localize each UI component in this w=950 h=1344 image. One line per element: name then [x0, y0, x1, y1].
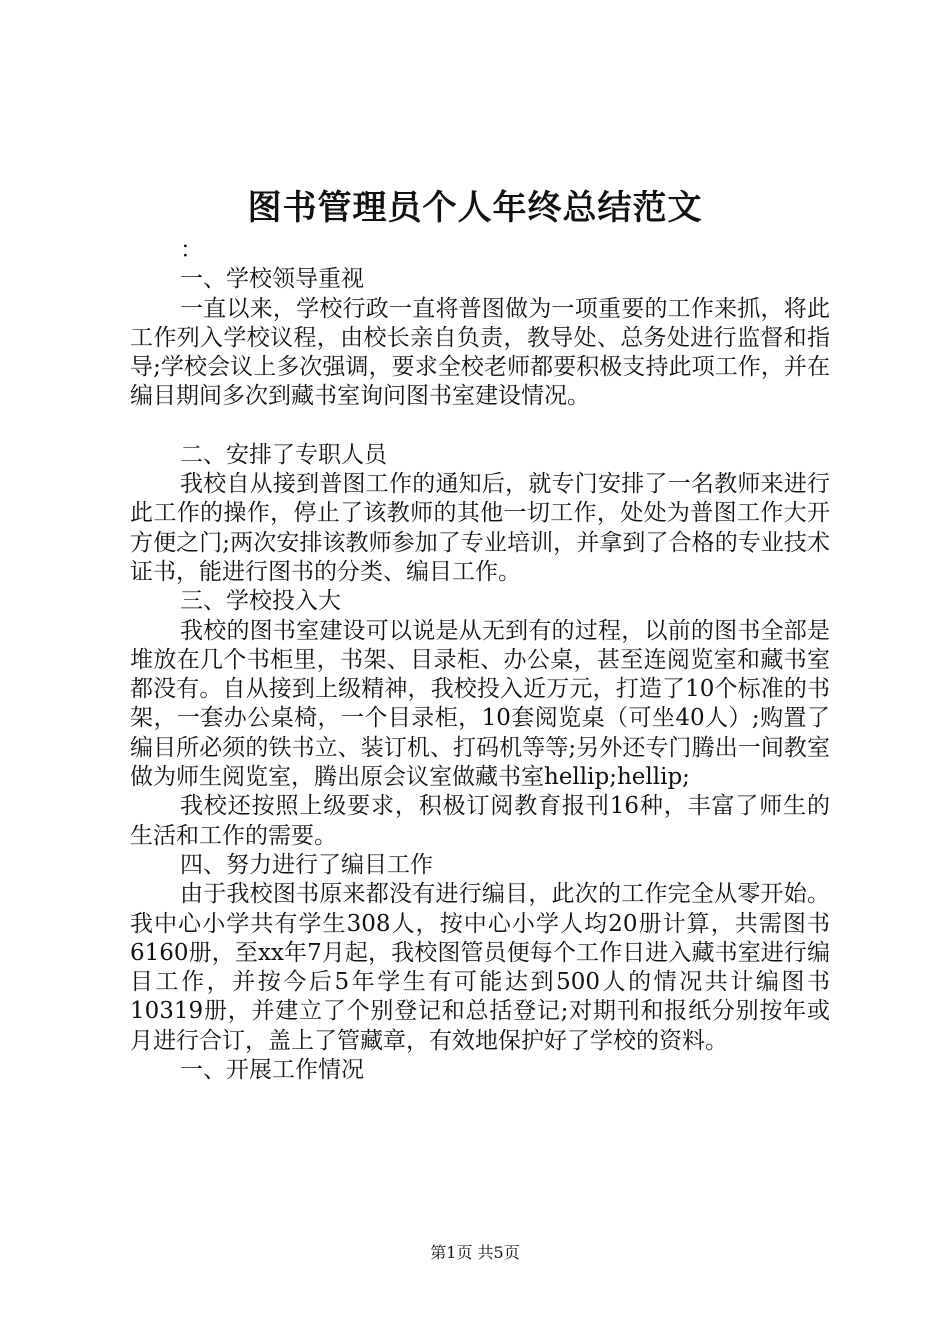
- section-heading: 一、学校领导重视: [180, 266, 364, 293]
- section-heading: 一、开展工作情况: [180, 1057, 364, 1084]
- paragraph: 由于我校图书原来都没有进行编目，此次的工作完全从零开始。我中心小学共有学生308人，按中心小学人均20册计算，共需图书6160册，至xx年7月起，我校图管员便每个工作日进入藏书室进行编目工作，并按今后5年学生有可能达到500人的情况共计编图书10319册，并建立了个别登记和总括登记;对期刊和报纸分别按年或月进行合订，盖上了管藏章，有效地保护好了学校的资料。: [130, 881, 830, 1054]
- section-heading: 三、学校投入大: [180, 588, 341, 615]
- section-heading: 二、安排了专职人员: [180, 441, 387, 468]
- section-heading: 四、努力进行了编目工作: [180, 851, 433, 878]
- page-footer: 第1页 共5页: [430, 1243, 520, 1262]
- document-title: 图书管理员个人年终总结范文: [247, 188, 703, 228]
- document-body: [130, 236, 830, 1085]
- paragraph: ：: [180, 237, 203, 263]
- paragraph: 我校还按照上级要求，积极订阅教育报刊16种，丰富了师生的生活和工作的需要。: [130, 793, 830, 849]
- paragraph: 一直以来，学校行政一直将普图做为一项重要的工作来抓，将此工作列入学校议程，由校长亲自负责，教导处、总务处进行监督和指导;学校会议上多次强调，要求全校老师都要积极支持此项工作，并在编目期间多次到藏书室询问图书室建设情况。: [130, 295, 830, 410]
- paragraph: 我校的图书室建设可以说是从无到有的过程，以前的图书全部是堆放在几个书柜里，书架、目录柜、办公桌，甚至连阅览室和藏书室都没有。自从接到上级精神，我校投入近万元，打造了10个标准的书架，一套办公桌椅，一个目录柜，10套阅览桌（可坐40人）;购置了编目所必须的铁书立、装订机、打码机等等;另外还专门腾出一间教室做为师生阅览室，腾出原会议室做藏书室hellip;hellip;: [130, 617, 830, 791]
- paragraph: 我校自从接到普图工作的通知后，就专门安排了一名教师来进行此工作的操作，停止了该教师的其他一切工作，处处为普图工作大开方便之门;两次安排该教师参加了专业培训，并拿到了合格的专业技术证书，能进行图书的分类、编目工作。: [130, 471, 830, 585]
